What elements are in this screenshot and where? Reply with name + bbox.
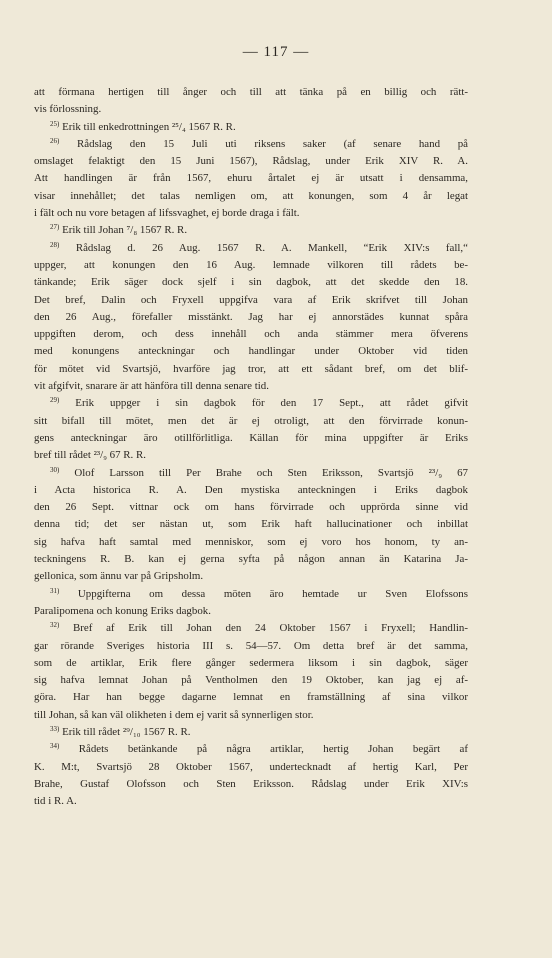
line-text: Rådslag d. 26 Aug. 1567 R. A. Mankell, “Erik XIV:s fall,“: [59, 241, 468, 254]
line-text: Rådets betänkande på några artiklar, hertig Johan begärt af: [59, 743, 468, 756]
text-line: [34, 447, 468, 464]
line-text: Rådslag den 15 Juli uti riksens saker (af senare hand på: [59, 137, 468, 150]
text-line: [34, 776, 468, 793]
line-text: Erik till Johan ⁷/₈ 1567 R. R.: [59, 224, 188, 237]
text-line: [34, 378, 468, 395]
footnote-start-line: [34, 222, 468, 239]
text-line: [34, 793, 468, 810]
footnote-number: 27): [50, 223, 60, 232]
line-text: Brahe, Gustaf Olofsson och Sten Eriksson. Rådslag under Erik XIV:s: [34, 777, 468, 790]
line-text: Erik till enkedrottningen ²⁵/₄ 1567 R. R.: [59, 120, 236, 133]
line-text: teckningens R. B. kan ej gerna syfta på någon annan än Katarina Ja-: [34, 553, 468, 566]
line-text: vis förlossning.: [34, 103, 102, 116]
text-line: [34, 170, 468, 187]
footnote-number: 34): [50, 742, 60, 751]
line-text: att förmana hertigen till ånger och till att tänka på en billig och rätt-: [34, 86, 468, 98]
line-text: Erik uppger i sin dagbok för den 17 Sept., att rådet gifvit: [59, 397, 468, 410]
line-text: Paralipomena och konung Eriks dagbok.: [34, 604, 211, 617]
line-text: för mötet vid Svartsjö, hvarföre jag tror, att ett sådant bref, om det blif-: [34, 362, 468, 375]
footnote-number: 28): [50, 240, 60, 249]
line-text: gens anteckningar äro otillförlitliga. Källan för mina uppgifter är Eriks: [34, 431, 468, 444]
line-text: göra. Har han begge dagarne lemnat en framställning af sina vilkor: [34, 691, 468, 704]
text-line: [34, 326, 468, 343]
line-text: bref till rådet ²³/₉ 67 R. R.: [34, 449, 146, 462]
text-line: [34, 309, 468, 326]
footnote-number: 26): [50, 136, 60, 145]
text-line: [34, 689, 468, 706]
line-text: K. M:t, Svartsjö 28 Oktober 1567, undertecknadt af hertig Karl, Per: [34, 760, 468, 773]
line-text: gellonica, som ännu var på Gripsholm.: [34, 570, 204, 583]
footnote-start-line: [34, 724, 468, 741]
line-text: som de artiklar, Erik flere gånger sedermera liksom i sin dagbok, säger: [34, 656, 468, 669]
text-line: [34, 361, 468, 378]
line-text: sig hafva lemnat Johan på Ventholmen den 19 Oktober, kan jag ej af-: [34, 674, 468, 687]
line-text: visar innehållet; det talas nemligen om, att konungen, som 4 år legat: [34, 189, 468, 202]
text-line: [34, 101, 468, 118]
footnote-start-line: [34, 136, 468, 153]
footnote-start-line: [34, 586, 468, 603]
line-text: i fält och nu vore betagen af lifssvaghet, ej borde draga i fält.: [34, 207, 300, 220]
footnote-start-line: [34, 119, 468, 136]
line-text: Att handlingen är från 1567, ehuru årtalet ej är utsatt i densamma,: [34, 172, 468, 185]
line-text: Det bref, Dalin och Fryxell uppgifva vara af Erik skrifvet till Johan: [34, 293, 468, 306]
text-line: [34, 534, 468, 551]
line-text: till Johan, så kan väl olikheten i dem ej varit så synnerligen stor.: [34, 708, 314, 721]
line-text: denna tid; det ser nästan ut, som Erik haft hallucinationer och inbillat: [34, 518, 468, 531]
line-text: Uppgifterna om dessa möten äro hemtade ur Sven Elofssons: [59, 587, 468, 600]
footnote-number: 33): [50, 724, 60, 733]
line-text: med konungens anteckningar och handlingar under Oktober vid tiden: [34, 345, 468, 358]
line-text: omslaget felaktigt den 15 Juni 1567), Rådslag, under Erik XIV R. A.: [34, 155, 468, 168]
text-line: [34, 153, 468, 170]
footnote-start-line: [34, 741, 468, 758]
text-line: [34, 84, 468, 101]
text-line: [34, 707, 468, 724]
text-line: [34, 499, 468, 516]
text-line: [34, 188, 468, 205]
line-text: uppger, att konungen den 16 Aug. lemnade vilkoren till rådets be-: [34, 258, 468, 271]
text-line: [34, 672, 468, 689]
footnote-number: 30): [50, 465, 60, 474]
line-text: uppgiften derom, och dess innehåll och anda stämmer mera öfverens: [34, 328, 468, 341]
line-text: den 26 Aug., förefaller misstänkt. Jag har ej annorstädes kunnat spåra: [34, 310, 468, 323]
footnote-start-line: [34, 240, 468, 257]
text-line: [34, 516, 468, 533]
line-text: vit afgifvit, snarare är att hänföra till denna senare tid.: [34, 380, 269, 393]
line-text: den 26 Sept. vittnar ock om hans förvirrade och upprörda sinne vid: [34, 501, 468, 514]
footnote-number: 29): [50, 396, 60, 405]
footnote-start-line: [34, 395, 468, 412]
line-text: Olof Larsson till Per Brahe och Sten Eriksson, Svartsjö ²³/₉ 67: [59, 466, 468, 479]
line-text: i Acta historica R. A. Den mystiska anteckningen i Eriks dagbok: [34, 483, 468, 496]
page-number: — 117 —: [242, 44, 310, 60]
footnote-text-block: [34, 84, 468, 810]
text-line: [34, 413, 468, 430]
text-line: [34, 759, 468, 776]
text-line: [34, 638, 468, 655]
line-text: tänkande; Erik säger dock sjelf i sin dagbok, att det skedde den 18.: [34, 276, 468, 289]
text-line: [34, 292, 468, 309]
text-line: [34, 603, 468, 620]
text-line: [34, 343, 468, 360]
line-text: sig hafva haft samtal med menniskor, som ej voro hos honom, ty an-: [34, 535, 468, 548]
text-line: [34, 568, 468, 585]
footnote-start-line: [34, 620, 468, 637]
text-line: [34, 205, 468, 222]
line-text: Erik till rådet ²⁹/₁₀ 1567 R. R.: [59, 725, 191, 738]
line-text: tid i R. A.: [34, 795, 77, 808]
footnote-number: 25): [50, 119, 60, 128]
text-line: [34, 482, 468, 499]
line-text: sitt bifall till mötet, men det är ej otroligt, att den förvirrade konun-: [34, 414, 468, 427]
footnote-number: 32): [50, 621, 60, 630]
footnote-start-line: [34, 465, 468, 482]
text-line: [34, 655, 468, 672]
text-line: [34, 274, 468, 291]
line-text: Bref af Erik till Johan den 24 Oktober 1567 i Fryxell; Handlin-: [59, 622, 468, 635]
line-text: gar rörande Sveriges historia III s. 54—57. Om detta bref är det samma,: [34, 639, 468, 652]
text-line: [34, 551, 468, 568]
text-line: [34, 430, 468, 447]
text-line: [34, 257, 468, 274]
footnote-number: 31): [50, 586, 60, 595]
